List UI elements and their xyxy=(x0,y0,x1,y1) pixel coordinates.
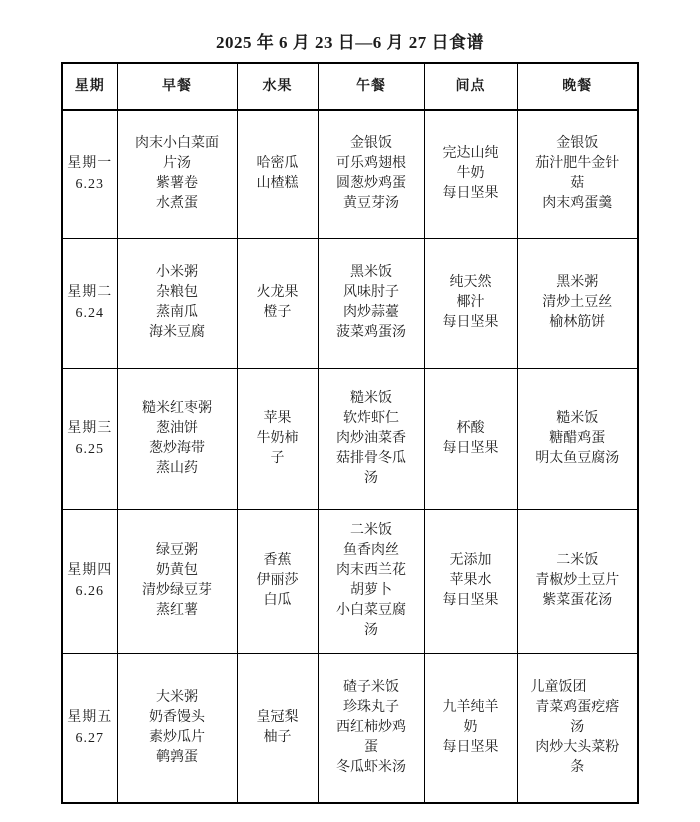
date-label: 6.24 xyxy=(75,306,104,321)
dish-item: 二米饭 xyxy=(350,523,392,538)
dish-item: 九羊纯羊奶 xyxy=(442,699,499,735)
dish-item: 糙米饭 xyxy=(350,390,392,406)
dish-item: 可乐鸡翅根 xyxy=(336,156,406,172)
menu-title: 2025 年 6 月 23 日—6 月 27 日食谱 xyxy=(216,33,484,52)
cell-dinner xyxy=(517,509,638,653)
dish-item: 鹌鹑蛋 xyxy=(156,749,198,765)
dish-item: 小米粥 xyxy=(156,265,198,280)
dish-item: 绿豆粥 xyxy=(156,543,198,558)
dish-item: 明太鱼豆腐汤 xyxy=(535,450,620,466)
dish-item: 伊丽莎白瓜 xyxy=(256,573,299,608)
dish-item: 完达山纯牛奶 xyxy=(442,146,499,182)
cell-fruit xyxy=(237,653,318,803)
dish-item: 糙米饭 xyxy=(556,410,599,426)
cell-snack xyxy=(424,509,517,653)
table-row-6.26 xyxy=(62,509,638,653)
dish-item: 菠菜鸡蛋汤 xyxy=(336,325,406,340)
table-row-6.23 xyxy=(62,110,638,238)
cell-day xyxy=(62,368,117,509)
dish-item: 苹果水 xyxy=(449,573,492,588)
dish-item: 杯酸 xyxy=(456,420,485,436)
dish-item: 清炒绿豆芽 xyxy=(142,583,212,598)
dish-item: 儿童饭团 xyxy=(530,679,587,695)
dish-item: 椰汁 xyxy=(456,295,485,310)
cell-day xyxy=(62,509,117,653)
dish-item: 火龙果 xyxy=(256,285,299,300)
dish-item: 苹果 xyxy=(263,410,292,426)
day-label: 星期四 xyxy=(67,563,113,578)
cell-dinner xyxy=(517,653,638,803)
menu-table-body xyxy=(62,110,638,803)
dish-item: 蒸山药 xyxy=(156,460,198,476)
dish-item: 碴子米饭 xyxy=(343,679,399,695)
cell-dinner xyxy=(517,368,638,509)
date-label: 6.26 xyxy=(75,584,104,599)
dish-item: 皇冠梨 xyxy=(256,709,299,725)
dish-item: 山楂糕 xyxy=(256,176,299,192)
dish-item: 黑米粥 xyxy=(556,275,599,290)
column-header-breakfast: 早餐 xyxy=(117,63,237,110)
dish-item: 冬瓜虾米汤 xyxy=(336,759,406,775)
dish-item: 柚子 xyxy=(263,729,292,745)
cell-breakfast xyxy=(117,509,237,653)
cell-breakfast xyxy=(117,238,237,368)
dish-item: 每日坚果 xyxy=(442,593,499,608)
dish-item: 紫菜蛋花汤 xyxy=(542,593,613,608)
table-row-6.24 xyxy=(62,238,638,368)
dish-item: 蒸南瓜 xyxy=(156,305,198,320)
dish-item: 黑米饭 xyxy=(350,265,392,280)
day-label: 星期一 xyxy=(67,156,113,172)
cell-day xyxy=(62,110,117,238)
cell-lunch xyxy=(318,368,424,509)
column-header-fruit: 水果 xyxy=(237,63,318,110)
cell-breakfast xyxy=(117,653,237,803)
dish-item: 金银饭 xyxy=(350,136,392,152)
date-label: 6.25 xyxy=(75,441,104,457)
dish-item: 肉炒蒜薹 xyxy=(343,305,399,320)
day-label: 星期二 xyxy=(67,285,113,300)
column-header-lunch: 午餐 xyxy=(318,63,424,110)
cell-breakfast xyxy=(117,110,237,238)
dish-item: 水煮蛋 xyxy=(156,196,198,212)
cell-fruit xyxy=(237,238,318,368)
dish-item: 蒸红薯 xyxy=(156,603,198,618)
dish-item: 风味肘子 xyxy=(343,285,399,300)
date-label: 6.27 xyxy=(75,730,104,746)
dish-item: 肉末鸡蛋羹 xyxy=(542,196,613,212)
menu-table-header xyxy=(62,63,638,110)
dish-item: 圆葱炒鸡蛋 xyxy=(336,176,406,192)
dish-item: 葱油饼 xyxy=(156,420,198,436)
cell-dinner xyxy=(517,110,638,238)
cell-fruit xyxy=(237,509,318,653)
dish-item: 肉炒大头菜粉条 xyxy=(535,739,620,775)
cell-snack xyxy=(424,368,517,509)
dish-item: 糖醋鸡蛋 xyxy=(549,430,606,446)
column-header-dinner: 晚餐 xyxy=(517,63,638,110)
cell-lunch xyxy=(318,110,424,238)
menu-table xyxy=(61,62,639,804)
header-row xyxy=(62,63,638,110)
cell-day xyxy=(62,238,117,368)
cell-snack xyxy=(424,110,517,238)
dish-item: 大米粥 xyxy=(156,689,198,705)
day-label: 星期三 xyxy=(67,420,113,436)
day-label: 星期五 xyxy=(67,709,113,725)
dish-item: 青椒炒土豆片 xyxy=(535,573,620,588)
cell-day xyxy=(62,653,117,803)
dish-item: 纯天然 xyxy=(449,275,492,290)
dish-item: 素炒瓜片 xyxy=(149,729,205,745)
cell-breakfast xyxy=(117,368,237,509)
cell-fruit xyxy=(237,110,318,238)
dish-item: 葱炒海带 xyxy=(149,440,205,456)
cell-snack xyxy=(424,238,517,368)
dish-item: 无添加 xyxy=(449,553,492,568)
date-label: 6.23 xyxy=(75,177,104,193)
dish-item: 肉末小白菜面片汤 xyxy=(135,136,219,172)
dish-item: 海米豆腐 xyxy=(149,325,205,340)
dish-item: 肉末西兰花胡萝卜 xyxy=(336,563,406,598)
cell-fruit xyxy=(237,368,318,509)
dish-item: 软炸虾仁 xyxy=(343,410,399,426)
dish-item: 青菜鸡蛋疙瘩汤 xyxy=(535,699,620,735)
dish-item: 每日坚果 xyxy=(442,315,499,330)
dish-item: 金银饭 xyxy=(556,136,599,152)
dish-item: 牛奶柿子 xyxy=(256,430,299,466)
column-header-week: 星期 xyxy=(62,63,117,110)
dish-item: 香蕉 xyxy=(263,553,292,568)
cell-dinner xyxy=(517,238,638,368)
dish-item: 橙子 xyxy=(263,305,292,320)
dish-item: 西红柿炒鸡蛋 xyxy=(336,719,406,755)
dish-item: 奶香馒头 xyxy=(149,709,205,725)
dish-item: 每日坚果 xyxy=(442,186,499,202)
dish-item: 每日坚果 xyxy=(442,440,499,456)
dish-item: 糙米红枣粥 xyxy=(142,400,212,416)
column-header-snack: 间点 xyxy=(424,63,517,110)
dish-item: 清炒土豆丝 xyxy=(542,295,613,310)
dish-item: 杂粮包 xyxy=(156,285,198,300)
dish-item: 紫薯卷 xyxy=(156,176,198,192)
dish-item: 黄豆芽汤 xyxy=(343,196,399,212)
dish-item: 茄汁肥牛金针菇 xyxy=(535,156,620,192)
dish-item: 每日坚果 xyxy=(442,739,499,755)
cell-lunch xyxy=(318,238,424,368)
cell-lunch xyxy=(318,653,424,803)
dish-item: 珍珠丸子 xyxy=(343,699,399,715)
dish-item: 鱼香肉丝 xyxy=(343,543,399,558)
dish-item: 奶黄包 xyxy=(156,563,198,578)
dish-item: 二米饭 xyxy=(556,553,599,568)
table-row-6.25 xyxy=(62,368,638,509)
dish-item: 肉炒油菜香菇排骨冬瓜汤 xyxy=(336,430,406,486)
cell-lunch xyxy=(318,509,424,653)
dish-item: 哈密瓜 xyxy=(256,156,299,172)
cell-snack xyxy=(424,653,517,803)
dish-item: 榆林筋饼 xyxy=(549,315,606,330)
dish-item: 小白菜豆腐汤 xyxy=(336,603,406,638)
table-row-6.27 xyxy=(62,653,638,803)
